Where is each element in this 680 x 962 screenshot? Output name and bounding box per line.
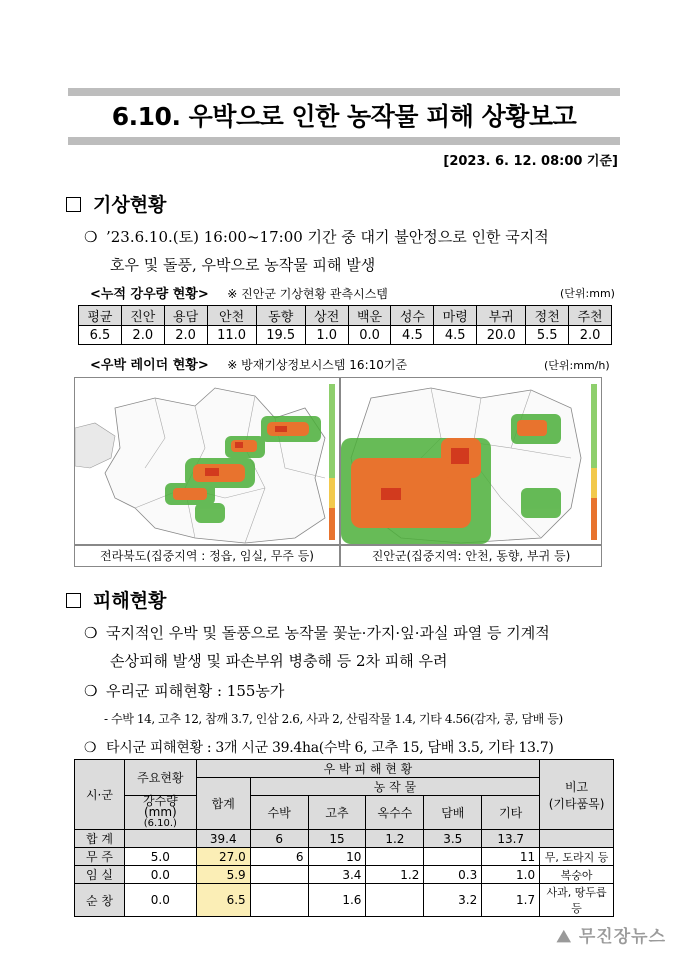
damage-cell-c4: 3.5	[424, 830, 482, 848]
damage-header-row1	[75, 760, 614, 778]
circle-bullet-icon: ❍	[84, 228, 98, 246]
rain-title: <누적 강우량 현황>	[90, 287, 209, 302]
header-crop-col: 기타	[482, 796, 540, 830]
page-title: 6.10. 우박으로 인한 농작물 피해 상황보고	[111, 102, 577, 131]
rain-header-cell: 주천	[569, 306, 612, 326]
rain-value-cell: 2.0	[569, 326, 612, 345]
damage-bullet3	[84, 737, 554, 757]
table-row	[75, 866, 614, 884]
rain-value-cell: 2.0	[121, 326, 164, 345]
damage-bullet2-detail: - 수박 14, 고추 12, 참깨 3.7, 인삼 2.6, 사과 2, 산림작물 1.4, 기타 4.56(감자, 콩, 담배 등)	[104, 712, 563, 726]
damage-table-body	[75, 830, 614, 917]
damage-cell-c1	[250, 866, 308, 884]
map-right-caption: 진안군(집중지역: 안천, 동향, 부귀 등)	[340, 545, 602, 567]
damage-cell-c3: 1.2	[366, 830, 424, 848]
radar-map-jeonbuk	[74, 377, 340, 545]
damage-cell-region: 순 창	[75, 884, 125, 917]
damage-cell-c5: 11	[482, 848, 540, 866]
rainfall-header-row	[79, 306, 612, 326]
header-rain-text: 강수량(mm)	[142, 794, 178, 819]
rain-header-cell: 동향	[256, 306, 305, 326]
map-left-caption: 전라북도(집중지역 : 정읍, 임실, 무주 등)	[74, 545, 340, 567]
damage-bullet1-line2: 손상피해 발생 및 파손부위 병충해 등 2차 피해 우려	[110, 652, 448, 670]
rain-value-cell: 19.5	[256, 326, 305, 345]
table-row	[75, 830, 614, 848]
header-rain-date: (6.10.)	[143, 818, 177, 829]
damage-cell-rain	[124, 830, 196, 848]
damage-cell-c3: 1.2	[366, 866, 424, 884]
damage-cell-remark: 사과, 땅두릅 등	[540, 884, 614, 917]
radar-note: ※ 방재기상정보시스템 16:10기준	[227, 358, 408, 372]
damage-cell-rain: 5.0	[124, 848, 196, 866]
header-region: 시·군	[75, 760, 125, 830]
rain-value-cell: 5.5	[526, 326, 569, 345]
rain-value-cell: 20.0	[477, 326, 526, 345]
rain-header-cell: 용담	[164, 306, 207, 326]
header-crop-col: 담배	[424, 796, 482, 830]
header-remark	[540, 760, 614, 830]
damage-cell-total: 27.0	[196, 848, 250, 866]
damage-cell-c3	[366, 848, 424, 866]
header-remark-sub: (기타품목)	[548, 796, 605, 811]
rain-header-cell: 성수	[391, 306, 434, 326]
rain-unit: (단위:mm)	[560, 287, 615, 300]
damage-cell-total: 6.5	[196, 884, 250, 917]
rain-header-cell: 진안	[121, 306, 164, 326]
damage-cell-region: 임 실	[75, 866, 125, 884]
section-weather-title: 기상현황	[93, 194, 167, 216]
circle-bullet-icon: ❍	[84, 624, 98, 642]
rain-value-cell: 11.0	[207, 326, 256, 345]
damage-cell-remark: 복숭아	[540, 866, 614, 884]
rain-header-cell: 마령	[434, 306, 477, 326]
rain-value-cell: 0.0	[348, 326, 391, 345]
damage-cell-c5: 1.0	[482, 866, 540, 884]
damage-bullet2-text: 우리군 피해현황 : 155농가	[106, 682, 285, 700]
radar-unit: (단위:mm/h)	[544, 359, 610, 372]
damage-cell-c2: 15	[308, 830, 366, 848]
damage-cell-c1: 6	[250, 848, 308, 866]
damage-cell-region: 무 주	[75, 848, 125, 866]
rain-value-cell: 6.5	[79, 326, 122, 345]
section-damage-heading	[66, 586, 166, 613]
damage-cell-remark: 무, 도라지 등	[540, 848, 614, 866]
weather-bullet-text1: ’23.6.10.(토) 16:00~17:00 기간 중 대기 불안정으로 인한 국지적	[106, 228, 549, 246]
watermark-mountain-icon: ⛰	[556, 927, 572, 947]
rain-note: ※ 진안군 기상현황 관측시스템	[227, 287, 388, 301]
rainfall-value-row	[79, 326, 612, 345]
damage-bullet1-text1: 국지적인 우박 및 돌풍으로 농작물 꽃눈·가지·잎·과실 파열 등 기계적	[106, 624, 550, 642]
rain-value-cell: 4.5	[434, 326, 477, 345]
damage-cell-total: 5.9	[196, 866, 250, 884]
damage-cell-c2: 3.4	[308, 866, 366, 884]
damage-cell-c4: 3.2	[424, 884, 482, 917]
radar-map-jinan-image	[341, 378, 602, 545]
rain-value-cell: 1.0	[305, 326, 348, 345]
damage-cell-c2: 1.6	[308, 884, 366, 917]
damage-cell-c3	[366, 884, 424, 917]
checkbox-square-icon	[66, 593, 81, 608]
damage-cell-c1	[250, 884, 308, 917]
header-crop-col: 옥수수	[366, 796, 424, 830]
circle-bullet-icon: ❍	[84, 682, 98, 700]
rain-header-cell: 평균	[79, 306, 122, 326]
damage-cell-remark	[540, 830, 614, 848]
damage-cell-c4	[424, 848, 482, 866]
title-bar-top	[68, 88, 620, 96]
rain-heading	[90, 283, 388, 302]
watermark-text: 무진장뉴스	[578, 927, 666, 947]
damage-cell-c5: 13.7	[482, 830, 540, 848]
damage-bullet3-text: 타시군 피해현황 : 3개 시군 39.4ha(수박 6, 고추 15, 담배 3.5, 기타 13.7)	[106, 740, 554, 756]
rain-header-cell: 안천	[207, 306, 256, 326]
header-main: 주요현황	[124, 760, 196, 796]
rain-value-cell: 4.5	[391, 326, 434, 345]
damage-cell-rain: 0.0	[124, 884, 196, 917]
rain-header-cell: 상전	[305, 306, 348, 326]
rain-header-cell: 백운	[348, 306, 391, 326]
header-damage: 우 박 피 해 현 황	[196, 760, 539, 778]
table-row	[75, 848, 614, 866]
damage-cell-total: 39.4	[196, 830, 250, 848]
header-rain	[124, 796, 196, 830]
weather-bullet-line2: 호우 및 돌풍, 우박으로 농작물 피해 발생	[110, 256, 376, 274]
damage-header-row3	[75, 796, 614, 830]
title-bar-bottom	[68, 137, 620, 145]
damage-cell-rain: 0.0	[124, 866, 196, 884]
header-crop-col: 고추	[308, 796, 366, 830]
damage-cell-c5: 1.7	[482, 884, 540, 917]
damage-cell-region: 합 계	[75, 830, 125, 848]
radar-title: <우박 레이더 현황>	[90, 358, 209, 373]
section-damage-title: 피해현황	[93, 590, 167, 612]
header-crop-col: 수박	[250, 796, 308, 830]
rain-value-cell: 2.0	[164, 326, 207, 345]
damage-cell-c1: 6	[250, 830, 308, 848]
rain-header-cell: 부귀	[477, 306, 526, 326]
checkbox-square-icon	[66, 197, 81, 212]
header-remark-text: 비고	[564, 779, 589, 794]
header-total: 합계	[196, 778, 250, 830]
damage-cell-c2: 10	[308, 848, 366, 866]
rain-header-cell: 정천	[526, 306, 569, 326]
watermark-logo	[557, 922, 666, 947]
table-row	[75, 884, 614, 917]
damage-bullet1-line1	[84, 622, 550, 643]
report-date: [2023. 6. 12. 08:00 기준]	[443, 154, 618, 169]
rainfall-table	[78, 305, 612, 345]
damage-cell-c4: 0.3	[424, 866, 482, 884]
radar-map-jeonbuk-image	[75, 378, 340, 545]
section-weather-heading	[66, 190, 166, 217]
header-crops: 농 작 물	[250, 778, 539, 796]
circle-bullet-icon: ❍	[84, 740, 97, 756]
damage-bullet2	[84, 680, 284, 701]
radar-heading	[90, 354, 407, 373]
weather-bullet-line1	[84, 226, 549, 247]
radar-map-jinan	[340, 377, 602, 545]
damage-table	[74, 759, 614, 917]
